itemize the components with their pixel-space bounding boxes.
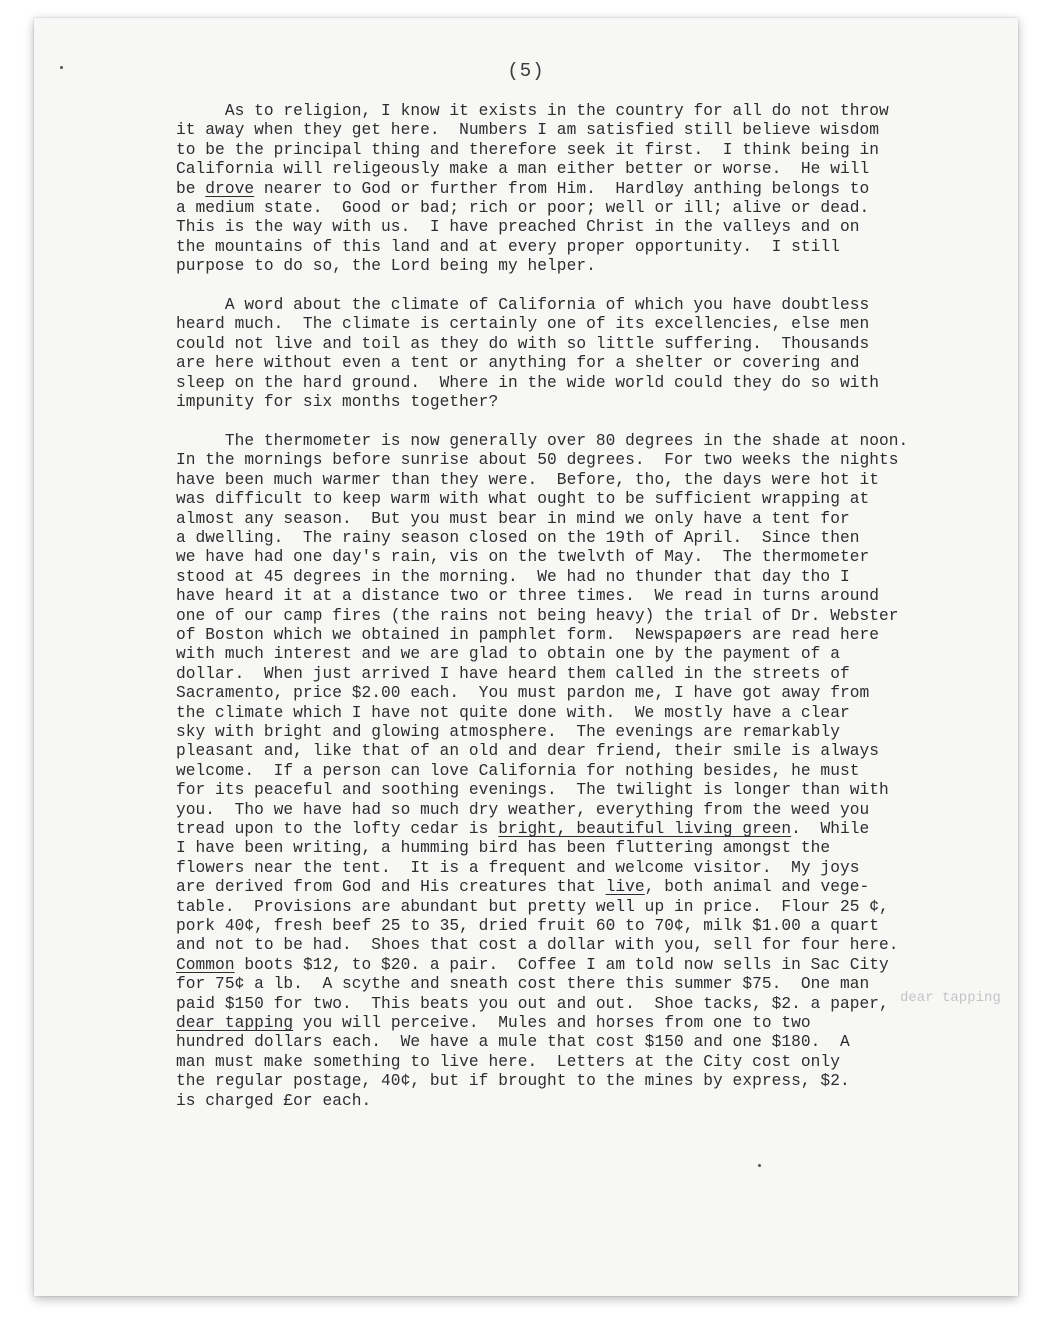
- text-run: , both animal and vege-: [644, 878, 870, 897]
- text-run: welcome. If a person can love California for nothing besides, he must: [176, 761, 860, 780]
- text-run: stood at 45 degrees in the morning. We had no thunder that day tho I: [176, 567, 850, 586]
- text-line: [176, 1072, 896, 1091]
- text-run: of Boston which we obtained in pamphlet form. Newspapøers are read here: [176, 625, 880, 644]
- text-line: [176, 917, 896, 936]
- text-line: [176, 723, 896, 742]
- text-run: are here without even a tent or anything for a shelter or covering and: [176, 354, 860, 373]
- text-line: [176, 606, 899, 626]
- text-run: could not live and toil as they do with so little suffering. Thousands: [176, 334, 870, 353]
- text-line: [176, 141, 896, 160]
- text-line: [176, 102, 896, 121]
- paper-speck: [60, 66, 63, 69]
- text-line: [176, 801, 896, 820]
- text-run: A word about the climate of California of which you have doubtless: [176, 296, 870, 315]
- text-line: [176, 839, 896, 858]
- underlined-text: drove: [205, 179, 255, 198]
- text-line: [176, 548, 896, 567]
- text-line: [176, 451, 899, 470]
- text-run: one of our camp fires (the rains not being heavy) the trial of Dr. Webster: [176, 606, 899, 625]
- text-run: are derived from God and His creatures that: [176, 878, 606, 897]
- letter-page: [34, 18, 1018, 1296]
- text-run: hundred dollars each. We have a mule that cost $150 and one $180. A: [176, 1033, 850, 1052]
- text-run: be: [176, 179, 206, 198]
- text-run: a medium state. Good or bad; rich or poor; well or ill; alive or dead.: [176, 199, 870, 218]
- text-line: [176, 160, 896, 179]
- text-run: you. Tho we have had so much dry weather, everything from the weed you: [176, 800, 870, 819]
- text-line: [176, 529, 896, 548]
- text-line: [176, 665, 896, 684]
- text-run: the regular postage, 40¢, but if brought to the mines by express, $2.: [176, 1072, 850, 1091]
- text-line: [176, 995, 896, 1014]
- text-line: [176, 431, 909, 451]
- text-line: [176, 490, 896, 509]
- paragraph: [176, 431, 909, 1111]
- letter-body: [176, 102, 909, 1130]
- text-line: [176, 587, 896, 606]
- text-line: [176, 975, 896, 994]
- text-run: paid $150 for two. This beats you out and out. Shoe tacks, $2. a paper,: [176, 994, 889, 1013]
- text-run: for its peaceful and soothing evenings. The twilight is longer than with: [176, 781, 889, 800]
- text-run: As to religion, I know it exists in the country for all do not throw: [176, 102, 889, 120]
- paragraph: [176, 102, 896, 277]
- underlined-text: live: [605, 878, 645, 897]
- text-run: sky with bright and glowing atmosphere. The evenings are remarkably: [176, 722, 840, 741]
- text-run: table. Provisions are abundant but pretty well up in price. Flour 25 ¢,: [176, 897, 889, 916]
- text-line: [176, 121, 896, 140]
- text-run: dollar. When just arrived I have heard them called in the streets of: [176, 664, 850, 683]
- text-run: nearer to God or further from Him. Hardløy anthing belongs to: [254, 179, 870, 198]
- margin-ghost-text: dear tapping: [900, 990, 1001, 1006]
- text-run: sleep on the hard ground. Where in the wide world could they do so with: [176, 373, 880, 392]
- text-line: [176, 1053, 896, 1072]
- text-run: California will religeously make a man either better or worse. He will: [176, 160, 870, 179]
- text-line: [176, 257, 896, 276]
- text-line: [176, 393, 896, 412]
- text-line: [176, 704, 896, 723]
- text-line: [176, 762, 896, 781]
- text-run: heard much. The climate is certainly one of its excellencies, else men: [176, 315, 870, 334]
- text-line: [176, 510, 896, 529]
- text-run: to be the principal thing and therefore seek it first. I think being in: [176, 140, 880, 159]
- text-run: In the mornings before sunrise about 50 degrees. For two weeks the nights: [176, 451, 899, 470]
- paragraph: [176, 296, 896, 412]
- text-run: it away when they get here. Numbers I am satisfied still believe wisdom: [176, 121, 880, 140]
- text-line: [176, 820, 896, 839]
- text-run: pleasant and, like that of an old and dear friend, their smile is always: [176, 742, 880, 761]
- text-run: and not to be had. Shoes that cost a dollar with you, sell for four here.: [176, 936, 899, 955]
- text-line: [176, 315, 896, 334]
- text-run: we have had one day's rain, vis on the twelvth of May. The thermometer: [176, 548, 870, 567]
- text-line: [176, 859, 896, 878]
- text-line: [176, 626, 896, 645]
- text-line: [176, 568, 896, 587]
- text-line: [176, 238, 896, 257]
- text-run: tread upon to the lofty cedar is: [176, 820, 499, 838]
- text-run: a dwelling. The rainy season closed on the 19th of April. Since then: [176, 528, 860, 547]
- text-line: [176, 781, 896, 800]
- text-run: with much interest and we are glad to obtain one by the payment of a: [176, 645, 840, 664]
- text-line: [176, 199, 896, 218]
- text-run: you will perceive. Mules and horses from one to two: [293, 1014, 811, 1033]
- text-line: [176, 898, 896, 917]
- text-run: . While: [791, 820, 870, 838]
- text-run: for 75¢ a lb. A scythe and sneath cost there this summer $75. One man: [176, 975, 870, 994]
- text-run: This is the way with us. I have preached Christ in the valleys and on: [176, 218, 860, 237]
- text-line: [176, 296, 896, 315]
- text-line: [176, 742, 896, 761]
- text-run: boots $12, to $20. a pair. Coffee I am told now sells in Sac City: [234, 955, 889, 974]
- text-line: [176, 878, 896, 897]
- text-run: pork 40¢, fresh beef 25 to 35, dried fruit 60 to 70¢, milk $1.00 a quart: [176, 917, 880, 936]
- text-run: The thermometer is now generally over 80 degrees in the shade at noon.: [176, 431, 909, 450]
- text-run: have heard it at a distance two or three times. We read in turns around: [176, 587, 880, 606]
- underlined-text: dear tapping: [176, 1014, 294, 1033]
- page-number: (5): [507, 60, 545, 82]
- text-run: I have been writing, a humming bird has been fluttering amongst the: [176, 839, 831, 858]
- text-line: [176, 218, 896, 237]
- text-line: [176, 354, 896, 373]
- text-line: [176, 374, 896, 393]
- text-run: purpose to do so, the Lord being my helper.: [176, 257, 596, 276]
- text-run: was difficult to keep warm with what ought to be sufficient wrapping at: [176, 490, 870, 509]
- text-run: man must make something to live here. Letters at the City cost only: [176, 1052, 840, 1071]
- text-run: impunity for six months together?: [176, 393, 499, 412]
- text-run: have been much warmer than they were. Before, tho, the days were hot it: [176, 470, 880, 489]
- text-run: almost any season. But you must bear in mind we only have a tent for: [176, 509, 850, 528]
- underlined-text: Common: [176, 955, 235, 974]
- text-run: is charged £or each.: [176, 1091, 372, 1110]
- text-line: [176, 684, 896, 703]
- text-run: flowers near the tent. It is a frequent and welcome visitor. My joys: [176, 858, 860, 877]
- text-run: Sacramento, price $2.00 each. You must pardon me, I have got away from: [176, 684, 870, 703]
- text-line: [176, 471, 896, 490]
- text-line: [176, 335, 896, 354]
- text-line: [176, 1092, 896, 1111]
- underlined-text: bright, beautiful living green: [498, 820, 792, 838]
- text-line: [176, 1033, 896, 1052]
- text-line: [176, 180, 896, 199]
- text-line: [176, 936, 899, 955]
- text-line: [176, 1014, 896, 1033]
- text-line: [176, 956, 896, 975]
- text-run: the mountains of this land and at every proper opportunity. I still: [176, 237, 840, 256]
- paper-speck: [758, 1164, 761, 1167]
- text-run: the climate which I have not quite done with. We mostly have a clear: [176, 703, 850, 722]
- text-line: [176, 645, 896, 664]
